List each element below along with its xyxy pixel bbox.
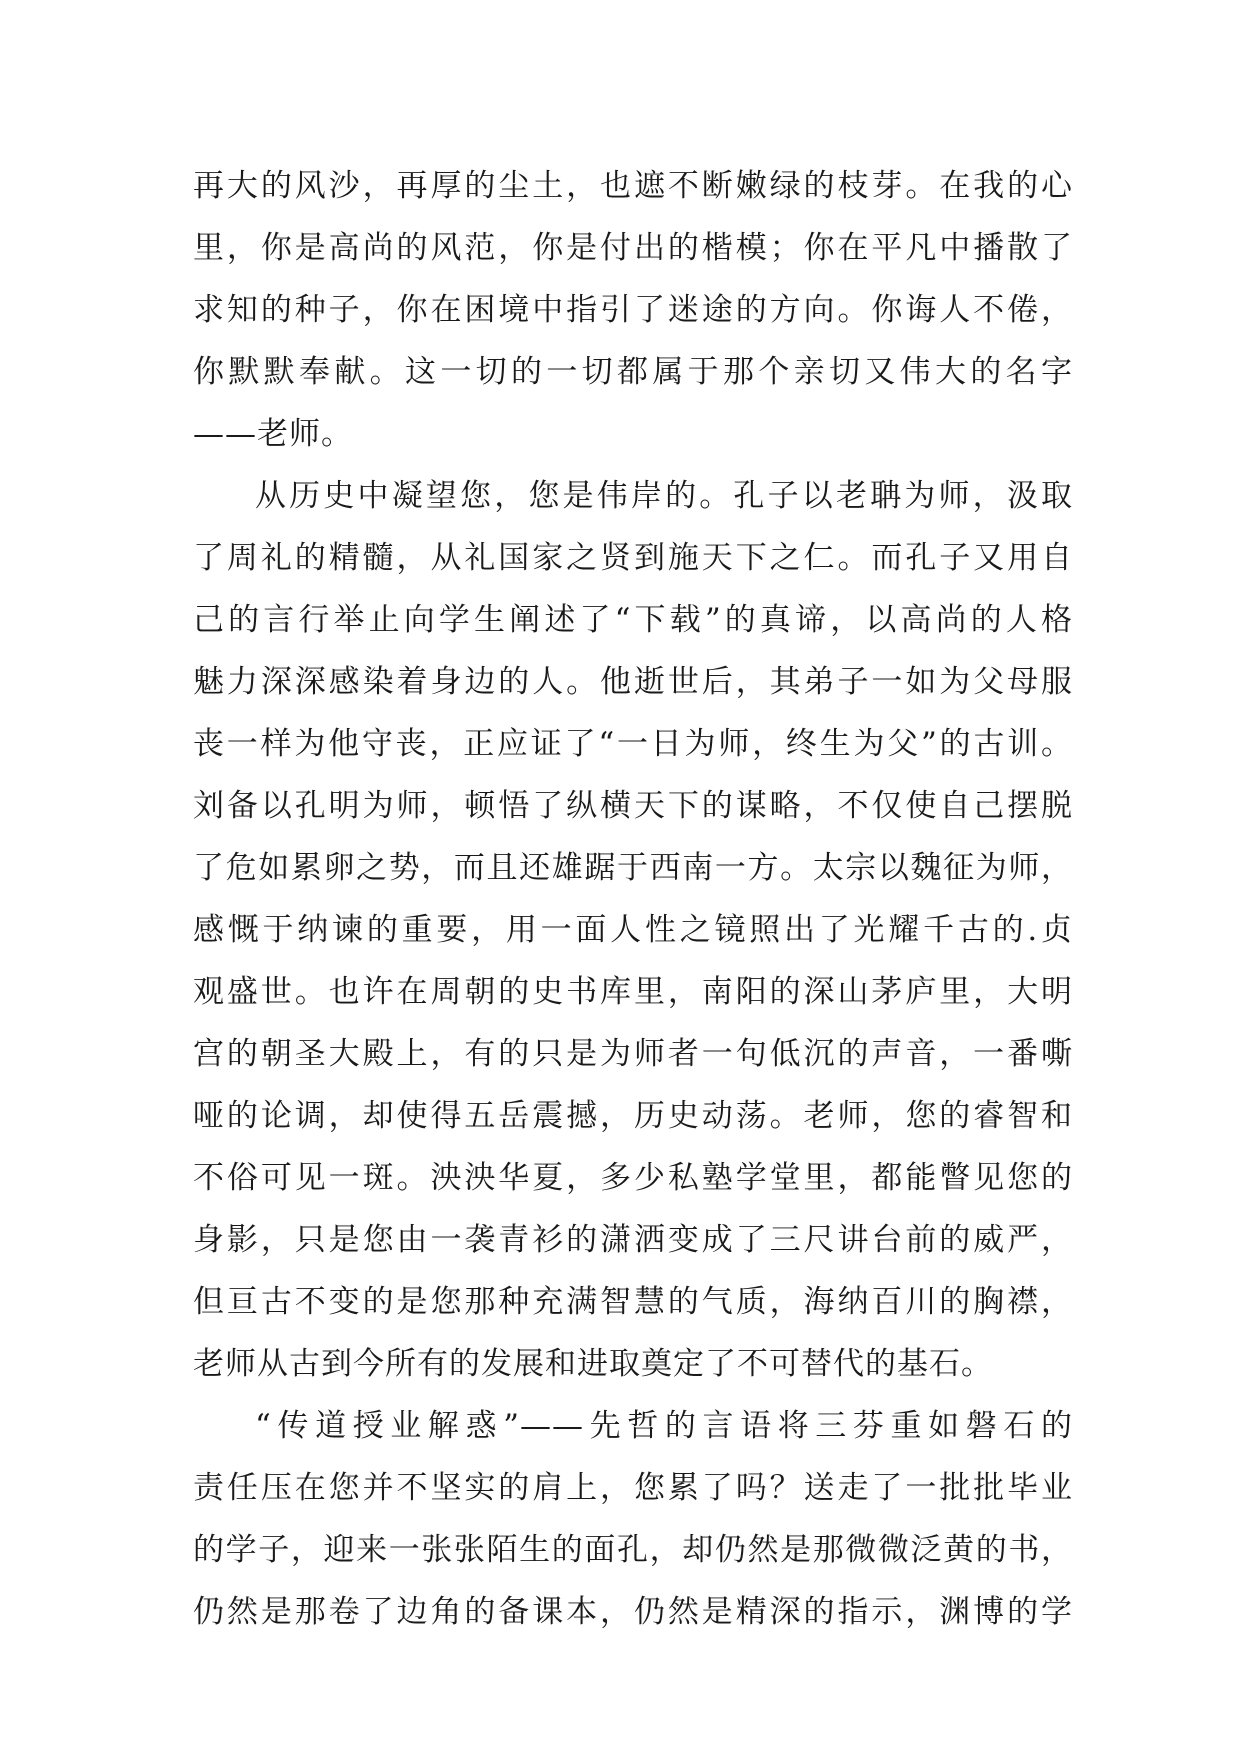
text-line: 你默默奉献。这一切的一切都属于那个亲切又伟大的名字 bbox=[193, 354, 1073, 390]
text-line: 仍然是那卷了边角的备课本，仍然是精深的指示，渊博的学 bbox=[193, 1594, 1073, 1630]
text-line: ——老师。 bbox=[193, 416, 353, 452]
text-line: 不俗可见一斑。泱泱华夏，多少私塾学堂里，都能瞥见您的 bbox=[193, 1160, 1073, 1196]
text-line: 感慨于纳谏的重要，用一面人性之镜照出了光耀千古的.贞 bbox=[193, 912, 1073, 948]
text-line: 宫的朝圣大殿上，有的只是为师者一句低沉的声音，一番嘶 bbox=[193, 1036, 1073, 1072]
text-line: 了危如累卵之势，而且还雄踞于西南一方。太宗以魏征为师， bbox=[193, 850, 1073, 886]
text-line: 老师从古到今所有的发展和进取奠定了不可替代的基石。 bbox=[193, 1346, 993, 1382]
text-line: 魅力深深感染着身边的人。他逝世后，其弟子一如为父母服 bbox=[193, 664, 1073, 700]
text-line: 的学子，迎来一张张陌生的面孔，却仍然是那微微泛黄的书， bbox=[193, 1532, 1073, 1568]
text-line: 己的言行举止向学生阐述了“下载”的真谛，以高尚的人格 bbox=[193, 602, 1073, 638]
paragraph-start-line: “传道授业解惑”——先哲的言语将三芬重如磐石的 bbox=[255, 1408, 1073, 1444]
body-text bbox=[193, 155, 1073, 1643]
text-line: 身影，只是您由一袭青衫的潇洒变成了三尺讲台前的威严， bbox=[193, 1222, 1073, 1258]
text-line: 但亘古不变的是您那种充满智慧的气质，海纳百川的胸襟， bbox=[193, 1284, 1073, 1320]
text-line: 刘备以孔明为师，顿悟了纵横天下的谋略，不仅使自己摆脱 bbox=[193, 788, 1073, 824]
text-line: 观盛世。也许在周朝的史书库里，南阳的深山茅庐里，大明 bbox=[193, 974, 1073, 1010]
text-line: 责任压在您并不坚实的肩上，您累了吗？送走了一批批毕业 bbox=[193, 1470, 1073, 1506]
text-line: 再大的风沙，再厚的尘土，也遮不断嫩绿的枝芽。在我的心 bbox=[193, 168, 1073, 204]
text-line: 里，你是高尚的风范，你是付出的楷模；你在平凡中播散了 bbox=[193, 230, 1073, 266]
text-line: 丧一样为他守丧，正应证了“一日为师，终生为父”的古训。 bbox=[193, 726, 1073, 762]
text-line: 了周礼的精髓，从礼国家之贤到施天下之仁。而孔子又用自 bbox=[193, 540, 1073, 576]
text-line: 求知的种子，你在困境中指引了迷途的方向。你诲人不倦， bbox=[193, 292, 1073, 328]
paragraph-start-line: 从历史中凝望您，您是伟岸的。孔子以老聃为师，汲取 bbox=[255, 478, 1073, 514]
text-line: 哑的论调，却使得五岳震撼，历史动荡。老师，您的睿智和 bbox=[193, 1098, 1073, 1134]
